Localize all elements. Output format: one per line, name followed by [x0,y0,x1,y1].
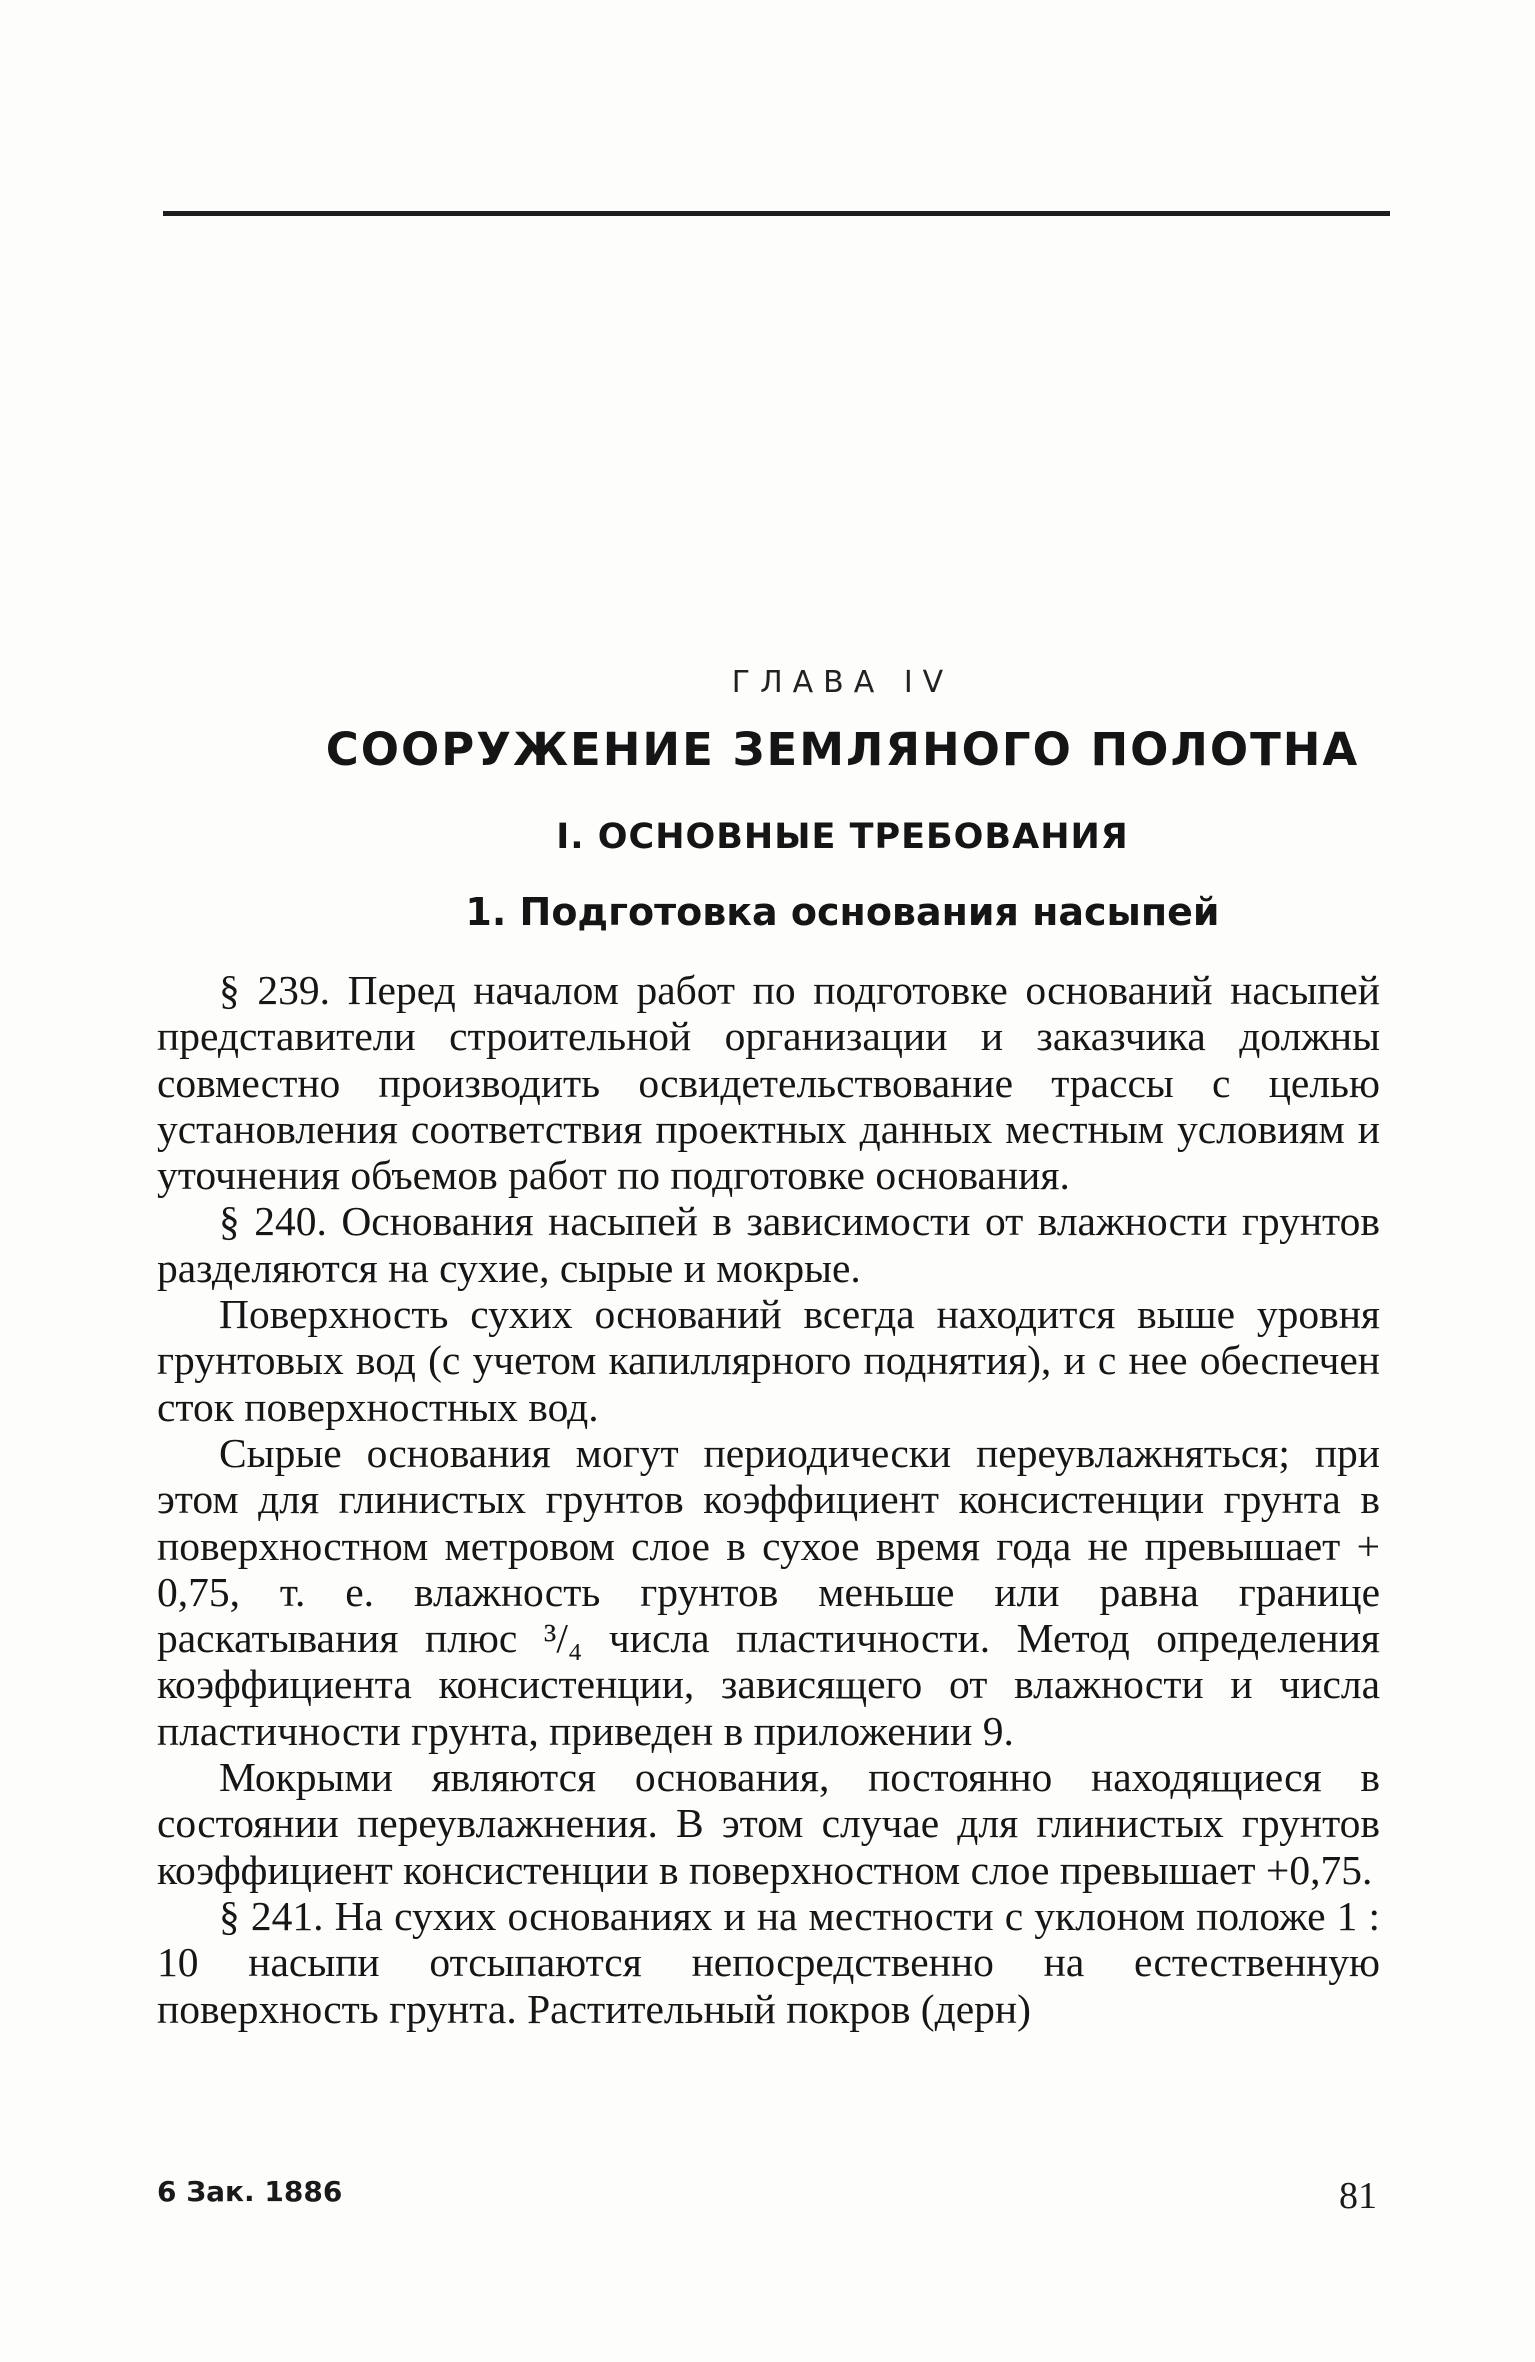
section-title: I. ОСНОВНЫЕ ТРЕБОВАНИЯ [556,817,1129,857]
subsection-title: 1. Подготовка основания насыпей [465,890,1220,934]
paragraph-wet-bases: Мокрыми являются основания, постоянно находящиеся в состоянии переувлажнения. В этом случае для глинистых грунтов коэффициент консистенции в поверхностном слое превышает +0,75. [157,1754,1380,1893]
footer-order-mark: 6 Зак. 1886 [157,2175,343,2208]
page-number: 81 [1339,2175,1377,2217]
paragraph-241: § 241. На сухих основаниях и на местности с уклоном положе 1 : 10 насыпи отсыпаются непосредственно на естественную поверхность грунта. Растительный покров (дерн) [157,1892,1380,2032]
top-rule [163,211,1390,216]
paragraph-dry-bases: Поверхность сухих оснований всегда находится выше уровня грунтовых вод (с учетом капиллярного поднятия), и с нее обеспечен сток поверхностных вод. [157,1291,1380,1430]
body-text [157,967,1380,2032]
paragraph-damp-bases: Сырые основания могут периодически переувлажняться; при этом для глинистых грунтов коэффициент консистенции грунта в поверхностном метровом слое в сухое время года не превышает + 0,75, т. е. влажность грунтов меньше или равна границе раскатывания плюс ³/₄ числа пластичности. Метод определения коэффициента консистенции, зависящего от влажности и числа пластичности грунта, приведен в приложении 9. [157,1429,1380,1754]
paragraph-240: § 240. Основания насыпей в зависимости от влажности грунтов разделяются на сухие, сырые и мокрые. [157,1198,1380,1291]
chapter-label: ГЛАВА IV [731,665,954,700]
chapter-title: СООРУЖЕНИЕ ЗЕМЛЯНОГО ПОЛОТНА [325,723,1360,776]
paragraph-239: § 239. Перед началом работ по подготовке оснований насыпей представители строительной организации и заказчика должны совместно производить освидетельствование трассы с целью установления соответствия проектных данных местным условиям и уточнения объемов работ по подготовке основания. [157,967,1380,1199]
